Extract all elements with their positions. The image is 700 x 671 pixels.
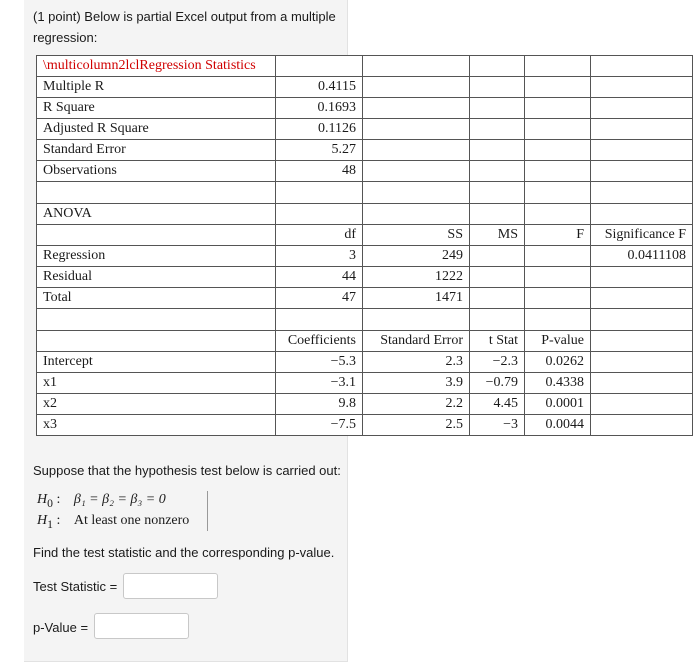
coef-header-t-stat: t Stat bbox=[470, 331, 525, 352]
h1-colon: : bbox=[52, 513, 61, 528]
coef-label: x3 bbox=[37, 415, 276, 436]
h0-statement: β₁ = β₂ = β₃ = 0 bbox=[73, 492, 166, 507]
anova-ms bbox=[470, 288, 525, 309]
anova-label: Residual bbox=[37, 267, 276, 288]
coef-value: −5.3 bbox=[276, 352, 363, 373]
table-row bbox=[37, 119, 693, 140]
h1-statement: At least one nonzero bbox=[73, 513, 190, 528]
test-statistic-label: Test Statistic = bbox=[33, 579, 118, 594]
coef-se: 3.9 bbox=[363, 373, 470, 394]
h0-subscript: 0 bbox=[47, 496, 53, 510]
table-row bbox=[37, 98, 693, 119]
stat-label: Adjusted R Square bbox=[37, 119, 276, 140]
p-value-label: p-Value = bbox=[33, 620, 89, 635]
coef-label: x1 bbox=[37, 373, 276, 394]
table-row bbox=[37, 309, 693, 331]
anova-ss: 249 bbox=[363, 246, 470, 267]
table-row bbox=[37, 225, 693, 246]
anova-header-sigf: Significance F bbox=[591, 225, 693, 246]
hypothesis-divider bbox=[207, 491, 208, 531]
p-value-input[interactable] bbox=[94, 613, 189, 639]
test-statistic-input[interactable] bbox=[123, 573, 218, 599]
table-row bbox=[37, 288, 693, 309]
coef-header-coefficients: Coefficients bbox=[276, 331, 363, 352]
coef-p: 0.4338 bbox=[525, 373, 591, 394]
anova-ss: 1471 bbox=[363, 288, 470, 309]
stat-label: Observations bbox=[37, 161, 276, 182]
coef-p: 0.0262 bbox=[525, 352, 591, 373]
h1-symbol: H bbox=[37, 513, 48, 528]
table-row bbox=[37, 373, 693, 394]
table-row bbox=[37, 182, 693, 204]
coef-p: 0.0001 bbox=[525, 394, 591, 415]
table-row bbox=[37, 56, 693, 77]
anova-label: Regression bbox=[37, 246, 276, 267]
stat-value: 48 bbox=[276, 161, 363, 182]
anova-sigf bbox=[591, 267, 693, 288]
h1-subscript: 1 bbox=[47, 517, 53, 531]
coef-value: 9.8 bbox=[276, 394, 363, 415]
anova-sigf bbox=[591, 288, 693, 309]
coef-se: 2.2 bbox=[363, 394, 470, 415]
table-row bbox=[37, 204, 693, 225]
instruction-text: Find the test statistic and the corresponding p-value. bbox=[33, 545, 335, 560]
coef-label: Intercept bbox=[37, 352, 276, 373]
coef-value: −7.5 bbox=[276, 415, 363, 436]
coef-se: 2.5 bbox=[363, 415, 470, 436]
coef-t: −2.3 bbox=[470, 352, 525, 373]
stat-value: 0.1126 bbox=[276, 119, 363, 140]
anova-f bbox=[525, 246, 591, 267]
coef-value: −3.1 bbox=[276, 373, 363, 394]
table-row bbox=[37, 415, 693, 436]
anova-ms bbox=[470, 246, 525, 267]
table-row bbox=[37, 77, 693, 98]
coef-t: −0.79 bbox=[470, 373, 525, 394]
alternative-hypothesis bbox=[37, 513, 189, 531]
coef-header-standard-error: Standard Error bbox=[363, 331, 470, 352]
h0-symbol: H bbox=[37, 492, 48, 507]
anova-f bbox=[525, 288, 591, 309]
stats-header: \multicolumn2lclRegression Statistics bbox=[37, 56, 276, 77]
table-row bbox=[37, 140, 693, 161]
h0-colon: : bbox=[52, 492, 61, 507]
coef-label: x2 bbox=[37, 394, 276, 415]
anova-header-ms: MS bbox=[470, 225, 525, 246]
anova-ms bbox=[470, 267, 525, 288]
table-row bbox=[37, 246, 693, 267]
anova-f bbox=[525, 267, 591, 288]
coef-t: −3 bbox=[470, 415, 525, 436]
anova-header-ss: SS bbox=[363, 225, 470, 246]
anova-sigf: 0.0411108 bbox=[591, 246, 693, 267]
coef-header-p-value: P-value bbox=[525, 331, 591, 352]
coef-p: 0.0044 bbox=[525, 415, 591, 436]
stat-label: R Square bbox=[37, 98, 276, 119]
anova-header-f: F bbox=[525, 225, 591, 246]
null-hypothesis bbox=[37, 492, 166, 510]
anova-ss: 1222 bbox=[363, 267, 470, 288]
anova-title: ANOVA bbox=[37, 204, 276, 225]
anova-df: 44 bbox=[276, 267, 363, 288]
stat-value: 0.1693 bbox=[276, 98, 363, 119]
intro-text: (1 point) Below is partial Excel output from a multiple regression: bbox=[33, 9, 336, 45]
hypothesis-intro: Suppose that the hypothesis test below is carried out: bbox=[33, 463, 341, 478]
stat-value: 0.4115 bbox=[276, 77, 363, 98]
table-row bbox=[37, 267, 693, 288]
coef-t: 4.45 bbox=[470, 394, 525, 415]
table-row bbox=[37, 352, 693, 373]
anova-df: 3 bbox=[276, 246, 363, 267]
stat-label: Standard Error bbox=[37, 140, 276, 161]
stat-label: Multiple R bbox=[37, 77, 276, 98]
stat-value: 5.27 bbox=[276, 140, 363, 161]
table-row bbox=[37, 331, 693, 352]
excel-output-table bbox=[36, 55, 693, 436]
coef-se: 2.3 bbox=[363, 352, 470, 373]
table-row bbox=[37, 394, 693, 415]
anova-df: 47 bbox=[276, 288, 363, 309]
anova-label: Total bbox=[37, 288, 276, 309]
anova-header-df: df bbox=[276, 225, 363, 246]
table-row bbox=[37, 161, 693, 182]
